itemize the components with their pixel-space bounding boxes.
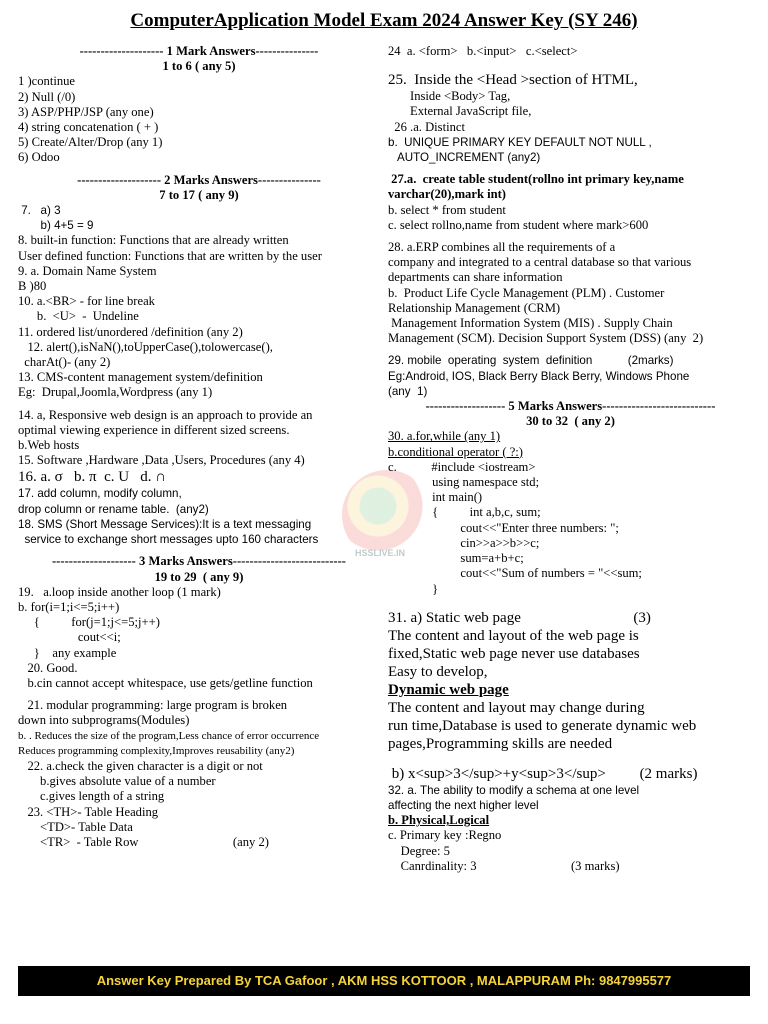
answer-line: varchar(20),mark int) (388, 187, 506, 202)
answer-line: cin>>a>>b>>c; (388, 535, 540, 550)
answer-line: 18. SMS (Short Message Services):It is a text messaging (18, 517, 312, 531)
spacer (388, 597, 753, 609)
answer-line: 21. modular programming: large program is broken (18, 698, 288, 713)
left-column (18, 44, 380, 850)
answer-line: fixed,Static web page never use databases (388, 645, 640, 662)
answer-line: <TD>- Table Data (18, 819, 133, 834)
answer-line: 12. alert(),isNaN(),toUpperCase(),tolowercase(), (18, 339, 273, 354)
answer-line: } (388, 581, 439, 596)
answer-line: { int a,b,c, sum; (388, 505, 541, 520)
answer-line: c. #include <iostream> (388, 459, 536, 474)
answer-line: 11. ordered list/unordered /definition (any 2) (18, 324, 243, 339)
answer-line: 8. built-in function: Functions that are already written (18, 233, 289, 248)
answer-line: drop column or rename table. (any2) (18, 502, 209, 516)
answer-line: 27.a. create table student(rollno int primary key,name (388, 172, 684, 187)
answer-line: { for(j=1;j<=5;j++) (18, 615, 160, 630)
answer-line: Easy to develop, (388, 663, 488, 680)
answer-line: down into subprograms(Modules) (18, 713, 190, 728)
answer-line: 15. Software ,Hardware ,Data ,Users, Procedures (any 4) (18, 453, 305, 468)
spacer (388, 346, 753, 353)
answer-line: c.gives length of a string (18, 789, 165, 804)
answer-line: External JavaScript file, (388, 104, 532, 119)
answer-line: b. . Reduces the size of the program,Less chance of error occurrence (18, 729, 320, 742)
answer-line: b.gives absolute value of a number (18, 774, 216, 789)
answer-line: (any 1) (388, 384, 428, 398)
answer-line: 3) ASP/PHP/JSP (any one) (18, 104, 154, 119)
answer-line: b. Product Life Cycle Management (PLM) . Customer (388, 285, 665, 300)
answer-line: Reduces programming complexity,Improves reusability (any2) (18, 744, 295, 757)
answer-line: b. Physical,Logical (388, 813, 490, 828)
spacer (388, 165, 753, 172)
answer-line: b. for(i=1;i<=5;i++) (18, 599, 120, 614)
answer-line: AUTO_INCREMENT (any2) (388, 151, 541, 165)
answer-line: <TR> - Table Row (any 2) (18, 834, 269, 849)
answer-line: 24 a. <form> b.<input> c.<select> (388, 44, 578, 58)
answer-line: b. UNIQUE PRIMARY KEY DEFAULT NOT NULL , (388, 135, 652, 149)
answer-line: 22. a.check the given character is a digit or not (18, 758, 263, 773)
spacer (388, 753, 753, 765)
answer-line: 28. a.ERP combines all the requirements of a (388, 240, 616, 255)
answer-line: -------------------- 3 Marks Answers--------------------------- (51, 554, 346, 569)
answer-line: Canrdinality: 3 (3 marks) (388, 858, 620, 873)
answer-line: ------------------- 5 Marks Answers--------------------------- (425, 399, 716, 414)
answer-line: 9. a. Domain Name System (18, 263, 157, 278)
answer-line: User defined function: Functions that are written by the user (18, 248, 322, 263)
answer-line: 20. Good. (18, 660, 78, 675)
answer-line: Inside <Body> Tag, (388, 89, 511, 104)
answer-line: 30 to 32 ( any 2) (526, 414, 615, 429)
page-title: ComputerApplication Model Exam 2024 Answer Key (SY 246) (130, 10, 638, 31)
answer-line: company and integrated to a central database so that various (388, 255, 692, 270)
answer-line: c. Primary key :Regno (388, 828, 502, 843)
answer-line: 7 to 17 ( any 9) (159, 187, 239, 202)
answer-line: charAt()- (any 2) (18, 355, 111, 370)
right-column (388, 44, 753, 874)
answer-line: b.Web hosts (18, 438, 80, 453)
answer-line: 16. a. σ b. π c. U d. ∩ (18, 469, 167, 486)
answer-line: 10. a.<BR> - for line break (18, 294, 155, 309)
answer-line: The content and layout of the web page is (388, 627, 639, 644)
answer-line: Degree: 5 (388, 843, 450, 858)
answer-line: Eg: Drupal,Joomla,Wordpress (any 1) (18, 385, 213, 400)
answer-line: 29. mobile operating system definition (2marks) (388, 354, 674, 368)
answer-line: 6) Odoo (18, 150, 60, 165)
hsslive-logo (342, 470, 432, 560)
answer-line: b. select * from student (388, 202, 506, 217)
answer-line: int main() (388, 490, 483, 505)
answer-line: sum=a+b+c; (388, 551, 524, 566)
answer-line: run time,Database is used to generate dynamic web (388, 717, 697, 734)
answer-line: 19 to 29 ( any 9) (154, 569, 244, 584)
spacer (388, 59, 753, 71)
answer-line: b) 4+5 = 9 (18, 219, 94, 233)
spacer (388, 233, 753, 240)
answer-line: 26 .a. Distinct (388, 119, 465, 134)
answer-line: 32. a. The ability to modify a schema at one level (388, 783, 640, 797)
answer-line: 13. CMS-content management system/definition (18, 370, 263, 385)
answer-line: cout<<"Enter three numbers: "; (388, 520, 619, 535)
answer-line: 17. add column, modify column, (18, 487, 182, 501)
answer-line: using namespace std; (388, 475, 540, 490)
answer-line: Dynamic web page (388, 681, 509, 698)
answer-line: Management (SCM). Decision Support System (DSS) (any 2) (388, 331, 704, 346)
answer-line: 4) string concatenation ( + ) (18, 120, 159, 135)
answer-line: -------------------- 1 Mark Answers--------------- (79, 44, 319, 58)
watermark-text: HSSLIVE.IN (355, 548, 406, 558)
answer-line: 7. a) 3 (18, 204, 61, 218)
answer-line: 2) Null (/0) (18, 89, 76, 104)
answer-line: service to exchange short messages upto 160 characters (18, 533, 319, 547)
answer-line: b.conditional operator ( ?:) (388, 444, 523, 459)
answer-line: 25. Inside the <Head >section of HTML, (388, 72, 638, 89)
answer-line: 5) Create/Alter/Drop (any 1) (18, 135, 163, 150)
answer-line: -------------------- 2 Marks Answers--------------- (77, 172, 321, 187)
answer-line: 30. a.for,while (any 1) (388, 429, 501, 444)
answer-line: Management Information System (MIS) . Supply Chain (388, 316, 673, 331)
answer-line: B )80 (18, 279, 47, 294)
answer-line: cout<<i; (18, 630, 121, 645)
answer-line: The content and layout may change during (388, 699, 645, 716)
spacer (18, 547, 380, 554)
footer-banner: Answer Key Prepared By TCA Gafoor , AKM HSS KOTTOOR , MALAPPURAM Ph: 9847995577 (18, 966, 750, 996)
answer-line: } any example (18, 645, 117, 660)
answer-line: 1 )continue (18, 74, 76, 89)
answer-line: Relationship Management (CRM) (388, 300, 561, 315)
answer-line: Eg:Android, IOS, Black Berry Black Berry, Windows Phone (388, 369, 690, 383)
spacer (18, 166, 380, 173)
answer-line: 14. a, Responsive web design is an approach to provide an (18, 407, 313, 422)
answer-line: pages,Programming skills are needed (388, 735, 613, 752)
spacer (18, 401, 380, 408)
answer-line: cout<<"Sum of numbers = "<<sum; (388, 566, 642, 581)
answer-line: 31. a) Static web page (3) (388, 609, 651, 626)
answer-line: b) x<sup>3</sup>+y<sup>3</sup> (2 marks) (388, 765, 698, 782)
answer-line: c. select rollno,name from student where mark>600 (388, 217, 649, 232)
answer-line: affecting the next higher level (388, 798, 539, 812)
answer-line: departments can share information (388, 270, 563, 285)
spacer (18, 691, 380, 698)
answer-line: 23. <TH>- Table Heading (18, 804, 159, 819)
answer-line: 1 to 6 ( any 5) (162, 59, 236, 74)
answer-line: optimal viewing experience in different sized screens. (18, 422, 290, 437)
answer-line: b.cin cannot accept whitespace, use gets/getline function (18, 675, 313, 690)
answer-line: b. <U> - Undeline (18, 309, 139, 324)
answer-line: 19. a.loop inside another loop (1 mark) (18, 584, 221, 599)
